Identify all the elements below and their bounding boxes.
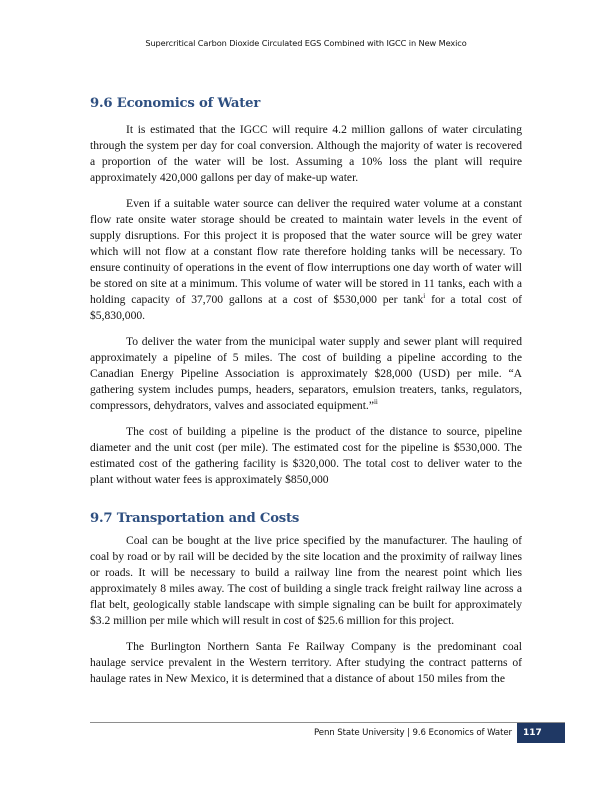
- paragraph: Even if a suitable water source can deliver the required water volume at a constant flow rate onsite water storage should be created to maintain water levels in the event of supply disruptions. For this project it is proposed that the water source will be grey water which will not flow at a constant flow rate therefore holding tanks will be necessary. To ensure continuity of operations in the event of flow interruptions one day worth of water will be stored on site at a minimum. This volume of water will be stored in 11 tanks, each with a holding capacity of 37,700 gallons at a cost of $530,000 per tank$^i$ for a total cost of $5,830,000.: [90, 197, 522, 322]
- paragraph: Coal can be bought at the live price specified by the manufacturer. The hauling of coal by road or by rail will be decided by the site location and the proximity of railway lines or roads. It will be necessary to build a railway line from the nearest point which lies approximately 8 miles away. The cost of building a single track freight railway line across a flat belt, geologically stable landscape with simple signaling can be built for approximately $3.2 million per mile which will result in cost of $25.6 million for this project.: [90, 534, 522, 627]
- paragraph: The cost of building a pipeline is the product of the distance to source, pipeline diameter and the unit cost (per mile). The estimated cost for the pipeline is $530,000. The estimated cost of the gathering facility is $320,000. The total cost to deliver water to the plant without water fees is approximately $850,000: [90, 425, 522, 486]
- paragraph: It is estimated that the IGCC will require 4.2 million gallons of water circulating through the system per day for coal conversion. Although the majority of water is recovered a proportion of the water will be lost. Assuming a 10% loss the plant will require approximately 420,000 gallons per day of make-up water.: [90, 123, 522, 184]
- running-header: Supercritical Carbon Dioxide Circulated EGS Combined with IGCC in New Mexico: [145, 38, 467, 48]
- page-number: 117: [517, 723, 565, 743]
- section-heading-transportation-and-costs: 9.7 Transportation and Costs: [90, 511, 300, 526]
- footnote-reference[interactable]: i: [423, 292, 426, 301]
- section-heading-economics-of-water: 9.6 Economics of Water: [90, 96, 261, 111]
- paragraph: To deliver the water from the municipal water supply and sewer plant will required approximately a pipeline of 5 miles. The cost of building a pipeline according to the Canadian Energy Pipeline Association is approximately $28,000 (USD) per mile. “A gathering system includes pumps, headers, separators, emulsion treaters, tanks, regulators, compressors, dehydrators, valves and associated equipment.”$^{ii}$: [90, 335, 522, 412]
- page-content: [90, 96, 522, 687]
- paragraph: The Burlington Northern Santa Fe Railway Company is the predominant coal haulage service prevalent in the Western territory. After studying the contract patterns of haulage rates in New Mexico, it is determined that a distance of about 150 miles from the: [90, 640, 522, 685]
- footer-text: Penn State University | 9.6 Economics of Water: [313, 728, 512, 738]
- footer-divider: [90, 722, 565, 723]
- footnote-reference[interactable]: ii: [373, 398, 378, 407]
